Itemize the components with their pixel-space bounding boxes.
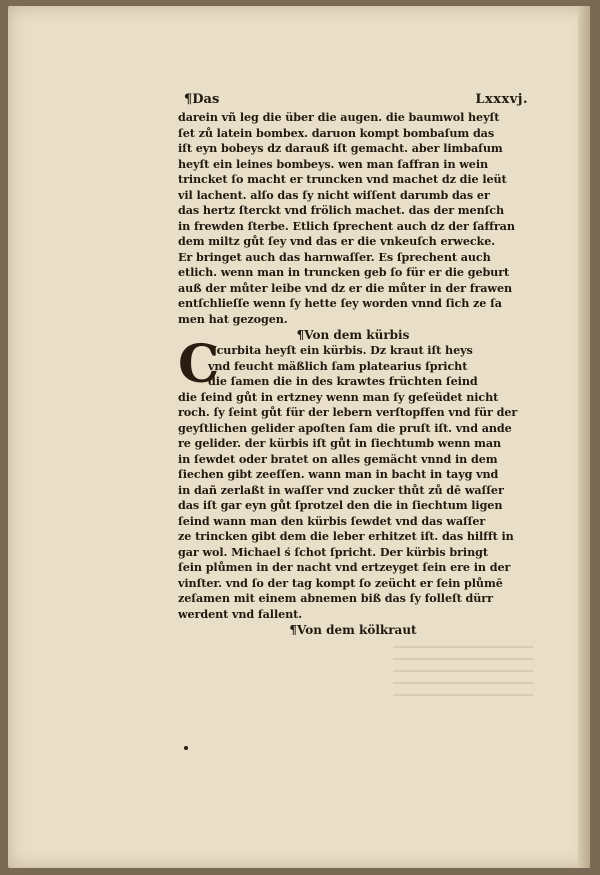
- paragraph-top: [178, 110, 528, 327]
- text-line: in frewden ſterbe. Etlich ſprechent auch dz der ſaffran: [178, 218, 515, 233]
- page-header: [178, 92, 528, 110]
- text-line: Vcurbita heyſt ein kürbis. Dz kraut iſt heys: [208, 343, 473, 357]
- text-line: das hertz ſterckt vnd frölich machet. das der menſch: [178, 203, 505, 217]
- ink-spot: [184, 746, 188, 750]
- text-line: darein vñ leg die über die augen. die baumwol heyſt: [178, 110, 500, 124]
- text-line: gar wol. Michael ś ſchot ſpricht. Der kürbis bringt: [178, 544, 488, 559]
- text-line: iſt eyn bobeys dz darauß iſt gemacht. aber limbaſum: [178, 141, 503, 155]
- text-line: ze trincken gibt dem die leber erhitzet iſt. das hilfft in: [178, 529, 514, 543]
- text-block: [178, 92, 528, 638]
- drop-capital: C: [178, 334, 220, 395]
- text-line: ſet zů latein bombex. daruon kompt bombaſum das: [178, 125, 495, 140]
- text-line: trincket ſo macht er truncken vnd machet dz die leüt: [178, 172, 507, 186]
- page-edge: [578, 6, 590, 868]
- text-line: dem miltz gůt ſey vnd das er die vnkeuſch erwecke.: [178, 234, 496, 248]
- text-line: geyſtlichen gelider apoſten ſam die pruſt iſt. vnd ande: [178, 420, 512, 435]
- text-line: heyſt ein leines bombeys. wen man ſaffran in wein: [178, 156, 489, 171]
- section-heading-kurbis: ¶Von dem kürbis: [296, 328, 410, 342]
- text-line: die ſeind gůt in ertzney wenn man ſy geſeüdet nicht: [178, 389, 499, 404]
- text-line: zeſamen mit einem abnemen biß das ſy folleſt dürr: [178, 591, 493, 605]
- book-page: [8, 6, 590, 868]
- text-line: ſiechen gibt zeeſſen. wann man in bacht in tayg vnd: [178, 467, 499, 481]
- text-line: vil lachent. alſo das ſy nicht wiſſent darumb das er: [178, 187, 490, 202]
- text-line: vnd feucht mäßlich ſam platearius ſpricht: [208, 358, 468, 373]
- text-line: vinſter. vnd ſo der tag kompt ſo zeücht er ſein plůmē: [178, 575, 503, 590]
- text-line: roch. ſy ſeint gůt für der lebern verſtopffen vnd für der: [178, 405, 518, 419]
- text-line: ſeind wann man den kürbis ſewdet vnd das waſſer: [178, 513, 486, 528]
- text-line: auß der můter leibe vnd dz er die můter in der frawen: [178, 280, 513, 295]
- text-line: das iſt gar eyn gůt ſprotzel den die in ſiechtum ligen: [178, 498, 503, 512]
- show-through-text: [393, 646, 533, 706]
- text-line: die ſamen die in des krawtes früchten ſeind: [208, 374, 478, 388]
- text-line: ſein plůmen in der nacht vnd ertzeyget ſein ere in der: [178, 560, 511, 574]
- section-heading-kolkraut: ¶Von dem kölkraut: [289, 623, 417, 637]
- folio-number: Lxxxvj.: [475, 92, 528, 107]
- text-line: re gelider. der kürbis iſt gůt in ſiechtumb wenn man: [178, 436, 502, 450]
- text-line: in dañ zerlaßt in waſſer vnd zucker thůt zů dē waſſer: [178, 482, 504, 497]
- text-line: werdent vnd fallent.: [178, 606, 303, 621]
- text-line: etlich. wenn man in truncken geb ſo für er die geburt: [178, 265, 510, 279]
- text-line: men hat gezogen.: [178, 311, 288, 326]
- running-head: ¶Das: [184, 92, 220, 107]
- text-line: in ſewdet oder bratet on alles gemächt vnnd in dem: [178, 451, 498, 466]
- text-line: entſchlieſſe wenn ſy hette ſey worden vnnd ſich ze ſa: [178, 296, 502, 310]
- paragraph-body: [178, 390, 528, 623]
- text-line: Er bringet auch das harnwaſſer. Es ſprechent auch: [178, 249, 491, 264]
